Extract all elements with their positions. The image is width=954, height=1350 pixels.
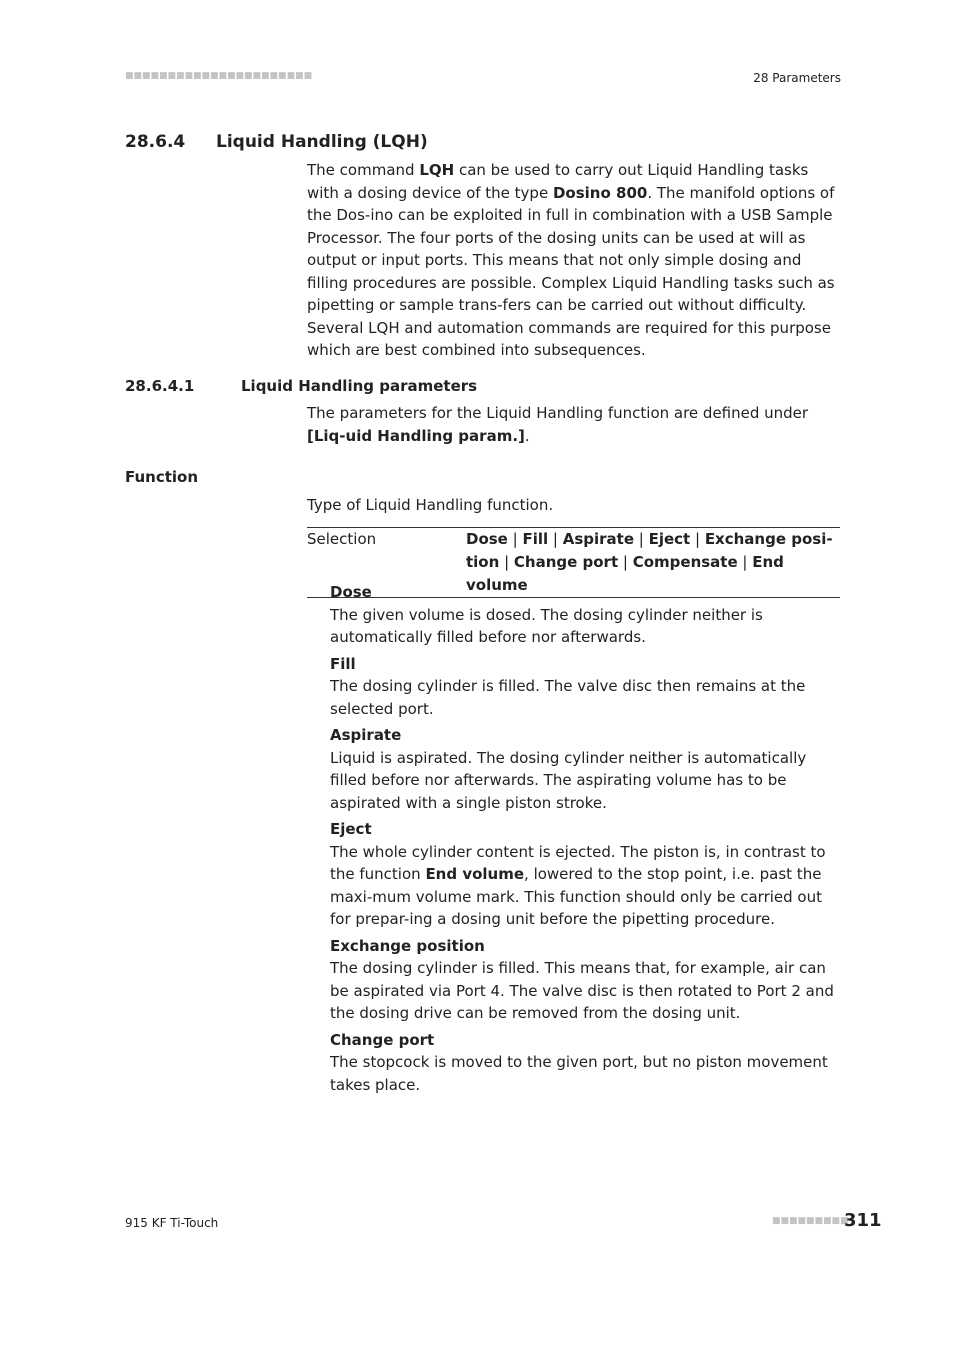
desc-exchange-position: The dosing cylinder is filled. This means that, for example, air can be aspirated via Port 4. The valve disc is then rotated to Port 2 and the dosing drive can be removed from the dosing unit.	[330, 959, 834, 1022]
option-separator: |	[548, 530, 563, 548]
intro-bold-lqh: LQH	[419, 161, 455, 179]
selection-label: Selection	[307, 530, 377, 548]
option-separator: |	[690, 530, 705, 548]
term-change-port: Change port	[330, 1030, 435, 1049]
subsection-number: 28.6.4.1	[125, 377, 195, 395]
intro-text: The command	[307, 161, 420, 179]
section-heading	[125, 132, 428, 152]
option-separator: |	[737, 553, 753, 571]
term-dose: Dose	[330, 583, 372, 601]
desc-fill: The dosing cylinder is filled. The valve disc then remains at the selected port.	[330, 677, 806, 718]
desc-change-port: The stopcock is moved to the given port, but no piston movement takes place.	[330, 1053, 828, 1094]
term-aspirate: Aspirate	[330, 726, 402, 744]
parameter-heading: Function	[125, 468, 199, 486]
subsection-title: Liquid Handling parameters	[241, 377, 478, 395]
option-separator: |	[634, 530, 649, 548]
desc-eject-text: , lowered to the stop point, i.e. past the maxi-mum volume mark. This function should only be carried out for prepar-ing a dosing unit before the pipetting procedure.	[330, 865, 822, 928]
section-number: 28.6.4	[125, 132, 186, 152]
desc-aspirate: Liquid is aspirated. The dosing cylinder neither is automatically filled before nor afterwards. The aspirating volume has to be aspirated with a single piston stroke.	[330, 748, 807, 812]
intro-text: . The manifold options of the Dos-ino can be exploited in full in combination with a USB Sample Processor. The four ports of the dosing units can be used at will as output or input ports. This means that not only simple dosing and filling procedures are possible. Complex Liquid Handling tasks such as pipetting or sample trans-fers can be carried out without difficulty. Several LQH and automation commands are required for this purpose which are best combined into subsequences.	[307, 183, 835, 359]
menu-path: [Liq-uid Handling param.]	[307, 426, 525, 445]
option-compensate: Compensate	[632, 553, 738, 571]
term-exchange-position: Exchange position	[330, 936, 485, 955]
intro-text: can be used to carry out Liquid Handling tasks with a dosing device of the type	[307, 161, 809, 202]
footer-product: 915 KF Ti-Touch	[125, 1216, 219, 1230]
desc-eject-bold: End volume	[425, 865, 525, 883]
option-end-volume: End volume	[466, 553, 784, 594]
option-fill: Fill	[522, 530, 549, 548]
term-eject: Eject	[330, 820, 372, 838]
option-eject: Eject	[648, 530, 691, 548]
page-number: 311	[844, 1210, 882, 1231]
option-separator: |	[618, 553, 633, 571]
definition-list	[330, 581, 842, 1100]
section-title: Liquid Handling (LQH)	[216, 132, 428, 152]
term-fill: Fill	[330, 654, 356, 673]
desc-eject	[330, 841, 842, 931]
section-intro	[307, 159, 841, 362]
option-exchange-position: Exchange posi-tion	[466, 530, 833, 571]
subsection-heading	[125, 377, 477, 395]
desc-eject-text: The whole cylinder content is ejected. The piston is, in contrast to the function	[330, 842, 826, 883]
option-dose: Dose	[466, 530, 508, 548]
intro-bold-dosino: Dosino 800	[552, 183, 648, 202]
header-chapter: 28 Parameters	[753, 71, 841, 85]
subsection-intro-text: .	[524, 426, 530, 445]
subsection-intro	[307, 402, 841, 447]
option-separator: |	[507, 530, 523, 548]
header-decoration: ■■■■■■■■■■■■■■■■■■■■■■	[125, 71, 313, 81]
desc-dose: The given volume is dosed. The dosing cylinder neither is automatically filled before nor afterwards.	[330, 605, 763, 646]
option-separator: |	[499, 553, 514, 571]
subsection-intro-text: The parameters for the Liquid Handling function are defined under	[307, 404, 809, 422]
option-change-port: Change port	[513, 553, 619, 571]
parameter-description: Type of Liquid Handling function.	[307, 496, 554, 514]
footer-decoration: ■■■■■■■■■	[772, 1216, 849, 1226]
option-aspirate: Aspirate	[562, 530, 634, 548]
